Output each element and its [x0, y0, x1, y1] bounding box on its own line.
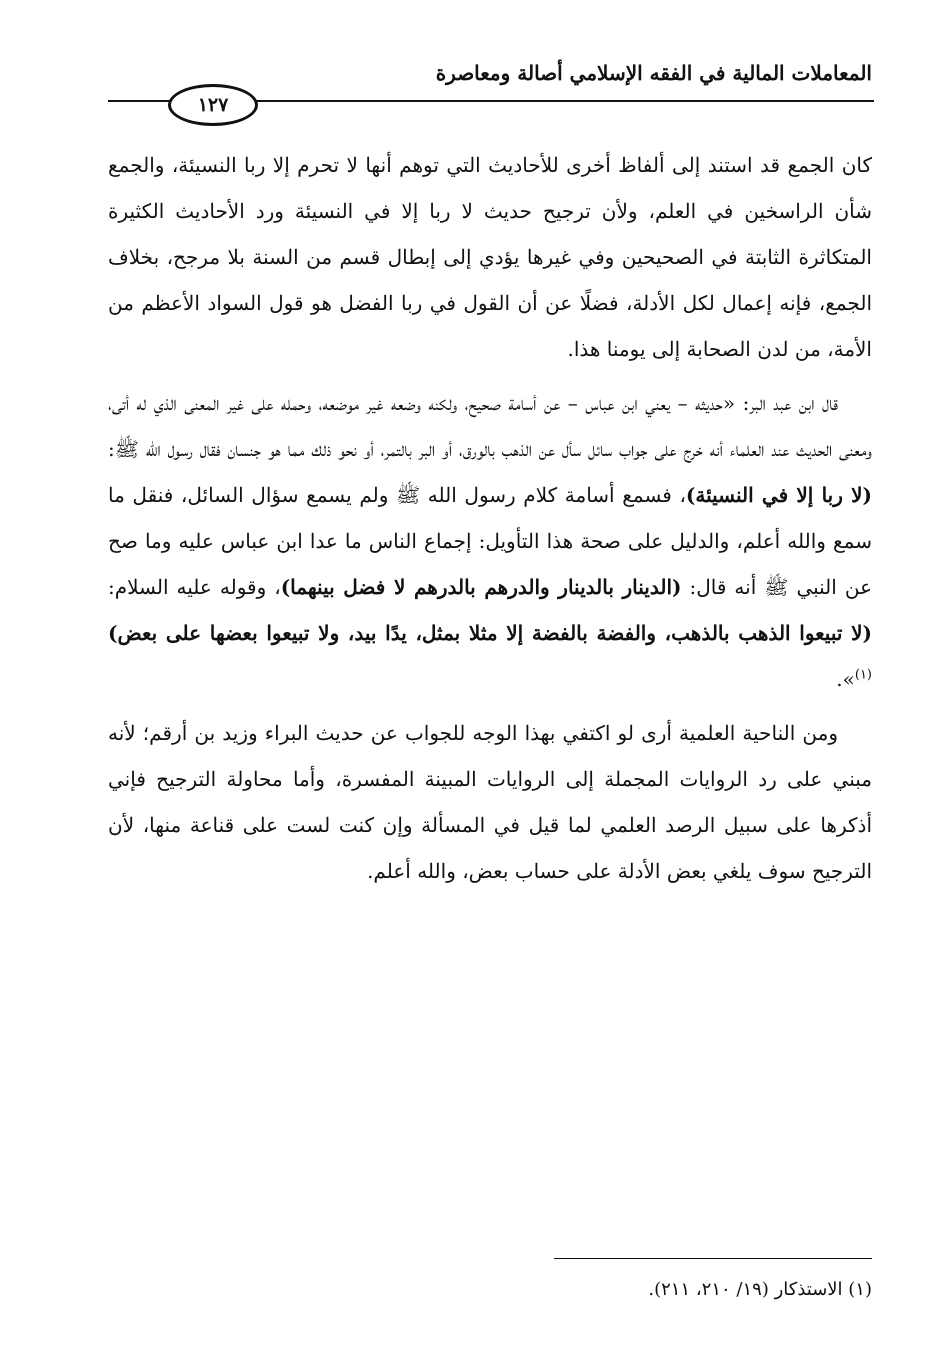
quote-connector: ، وقوله عليه السلام: — [108, 575, 281, 599]
hadith-quote-2: (الدينار بالدينار والدرهم بالدرهم لا فضل بينهما) — [280, 575, 682, 599]
paragraph-3-text: ومن الناحية العلمية أرى لو اكتفي بهذا الوجه للجواب عن حديث البراء وزيد بن أرقم؛ لأنه مبني على رد الروايات المجملة إلى الروايات المبينة المفسرة، وأما محاولة الترجيح فإني أذكرها على سبيل الرصد العلمي لما قيل في المسألة وإن كنت لست على قناعة منها، لأن الترجيح سوف يلغي بعض الأدلة على حساب بعض، والله أعلم. — [108, 721, 873, 883]
quote-middle: ، فسمع أسامة كلام رسول الله ﷺ ولم يسمع سؤال السائل، فنقل ما سمع والله أعلم، والدليل على صحة هذا التأويل: إجماع الناس ما عدا ابن عباس عليه وما صح عن النبي ﷺ أنه قال: — [108, 483, 872, 599]
quote-intro: قال ابن عبد البر: «حديثه – يعني ابن عباس – عن أسامة صحيح، ولكنه وضعه غير موضعه، وحمله على غير المعنى الذي له أتى، ومعنى الحديث عند العلماء أنه خرج على جواب سائل سأل عن الذهب بالورق، أو البر بالتمر، أو نحو ذلك مما هو جنسان فقال رسول الله ﷺ: — [108, 391, 872, 461]
paragraph-3 — [108, 710, 872, 894]
footnote-marker[interactable]: (١) — [854, 667, 872, 683]
footnote: (١) الاستذكار (١٩/ ٢١٠، ٢١١). — [648, 1279, 872, 1300]
main-text — [108, 142, 872, 894]
quote-close: ». — [836, 667, 855, 691]
paragraph-1-text: كان الجمع قد استند إلى ألفاظ أخرى للأحاديث التي توهم أنها لا تحرم إلا ربا النسيئة، والجمع شأن الراسخين في العلم، ولأن ترجيح حديث لا ربا إلا في النسيئة ورد الأحاديث الكثيرة المتكاثرة الثابتة في الصحيحين وفي غيرها يؤدي إلى إبطال قسم من السنة بلا مرجح، بخلاف الجمع، فإنه إعمال لكل الأدلة، فضلًا عن أن القول في ربا الفضل هو قول السواد الأعظم من الأمة، من لدن الصحابة إلى يومنا هذا. — [108, 153, 872, 361]
page-number-badge: ١٢٧ — [168, 84, 258, 126]
running-header-title: المعاملات المالية في الفقه الإسلامي أصالة ومعاصرة — [435, 61, 872, 85]
footnote-divider — [554, 1258, 872, 1259]
hadith-quote-1: (لا ربا إلا في النسيئة) — [685, 483, 872, 507]
paragraph-2 — [108, 380, 872, 702]
paragraph-1 — [108, 142, 872, 372]
hadith-quote-3: (لا تبيعوا الذهب بالذهب، والفضة بالفضة إلا مثلا بمثل، يدًا بيد، ولا تبيعوا بعضها على بعض) — [108, 621, 872, 645]
